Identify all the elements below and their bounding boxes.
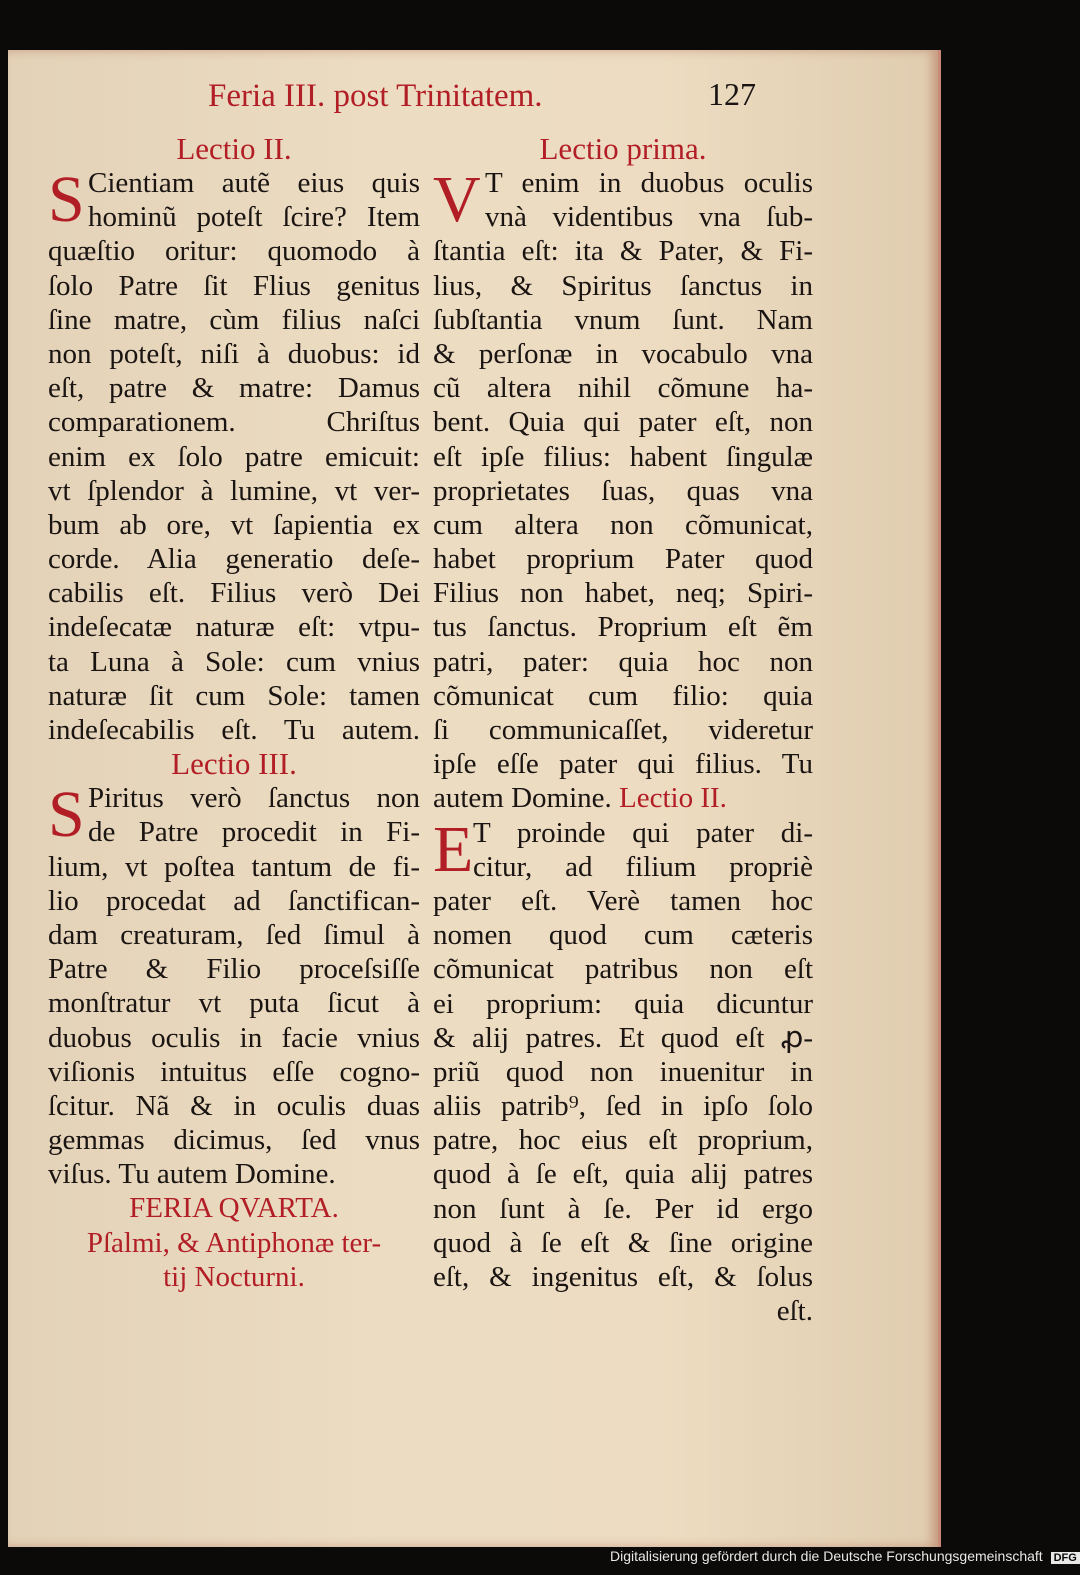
- lectio-text: [48, 163, 420, 747]
- text-line: ſubſtantia vnum ſunt. Nam: [433, 303, 813, 336]
- text-line: ſi communicaſſet, videretur: [433, 714, 813, 746]
- text-line: cũ altera nihil cõmune ha-: [433, 372, 813, 405]
- text-line-closing: [433, 781, 813, 815]
- text-line: ipſe eſſe pater qui filius. Tu: [433, 748, 813, 781]
- text-line: cõmunicat patribus non eſt: [433, 953, 813, 986]
- text-line: lium, vt poſtea tantum de fi-: [48, 850, 420, 883]
- lectio-text: [48, 778, 420, 1191]
- text-line: T proinde qui pater di-: [473, 816, 813, 849]
- text-line: ſine matre, cùm filius naſci: [48, 303, 420, 336]
- text-line: enim ex ſolo patre emicuit:: [48, 440, 420, 473]
- lectio-text: [433, 812, 813, 1329]
- rubric-feria: FERIA QVARTA.: [129, 1192, 339, 1225]
- text-line: ei proprium: quia dicuntur: [433, 987, 813, 1020]
- text-line: eſt, patre & matre: Damus: [48, 372, 420, 405]
- text-line: cõmunicat cum filio: quia: [433, 679, 813, 712]
- lectio-heading: Lectio III.: [171, 746, 297, 782]
- left-column: [48, 132, 420, 1294]
- text-line: & alij patres. Et quod eſt ꝓ-: [433, 1021, 813, 1054]
- text-line: non ſunt à ſe. Per id ergo: [433, 1192, 813, 1225]
- lectio-heading: Lectio prima.: [539, 131, 707, 166]
- text-line: de Patre procedit in Fi-: [88, 816, 420, 849]
- dfg-logo: DFG: [1051, 1552, 1080, 1564]
- text-line: quod à ſe eſt, quia alij patres: [433, 1158, 813, 1191]
- text-line: quæſtio oritur: quomodo à: [48, 235, 420, 268]
- folio-number: 127: [708, 76, 756, 112]
- text-line: & perſonæ in vocabulo vna: [433, 337, 813, 370]
- text-line: naturæ ſit cum Sole: tamen: [48, 679, 420, 712]
- running-title: Feria III. post Trinitatem.: [208, 78, 543, 114]
- text-line: lius, & Spiritus ſanctus in: [433, 269, 813, 302]
- text-line: Piritus verò ſanctus non: [88, 782, 420, 815]
- text-line: citur, ad filium propriè: [473, 850, 813, 883]
- text-line: viſus. Tu autem Domine.: [48, 1158, 336, 1191]
- text-line: T enim in duobus oculis: [485, 167, 813, 199]
- text-line: comparationem. Chriſtus: [48, 406, 420, 439]
- text-line: pater eſt. Verè tamen hoc: [433, 884, 813, 917]
- text-line: Patre & Filio proceſsiſſe: [48, 953, 420, 986]
- text-line: cum altera non cõmunicat,: [433, 508, 813, 541]
- right-column: [433, 132, 813, 1328]
- text-line: priũ quod non inuenitur in: [433, 1055, 813, 1088]
- text-line: ſtantia eſt: ita & Pater, & Fi-: [433, 235, 813, 268]
- text-line: eſt, & ingenitus eſt, & ſolus: [433, 1261, 813, 1293]
- text-line: vnà videntibus vna ſub-: [485, 201, 813, 234]
- credit-text: Digitalisierung gefördert durch die Deutsche Forschungsgemeinschaft: [610, 1548, 1043, 1564]
- text-line: monſtratur vt puta ſicut à: [48, 987, 420, 1020]
- text-line: cabilis eſt. Filius verò Dei: [48, 577, 420, 610]
- text-line: viſionis intuitus eſſe cogno-: [48, 1055, 420, 1088]
- text-line: gemmas dicimus, ſed vnus: [48, 1124, 420, 1157]
- text-line: duobus oculis in facie vnius: [48, 1021, 420, 1054]
- text-line: bent. Quia qui pater eſt, non: [433, 406, 813, 439]
- text-line: nomen quod cum cæteris: [433, 919, 813, 952]
- digitization-credit: [610, 1548, 1077, 1564]
- book-page: [8, 50, 941, 1547]
- drop-cap: S: [48, 778, 85, 852]
- text-line: tus ſanctus. Proprium eſt ẽm: [433, 611, 813, 644]
- text-line: patri, pater: quia hoc non: [433, 645, 813, 678]
- text-line: Cientiam autẽ eius quis: [88, 167, 420, 199]
- text-line: hominũ poteſt ſcire? Item: [88, 201, 420, 234]
- lectio-text: [433, 163, 813, 816]
- text-line: proprietates ſuas, quas vna: [433, 474, 813, 507]
- drop-cap: E: [433, 812, 474, 886]
- text-line: corde. Alia generatio deſe-: [48, 543, 420, 576]
- drop-cap: S: [48, 163, 85, 236]
- closing-text: autem Domine.: [433, 782, 612, 815]
- text-line: vt ſplendor à lumine, vt ver-: [48, 474, 420, 507]
- text-line: Filius non habet, neq; Spiri-: [433, 577, 813, 610]
- text-line: lio procedat ad ſanctifican-: [48, 884, 420, 917]
- text-line: dam creaturam, ſed ſimul à: [48, 918, 420, 951]
- text-line: eſt.: [776, 1295, 813, 1328]
- text-line: eſt ipſe filius: habent ſingulæ: [433, 440, 813, 473]
- rubric-psalmi: Pſalmi, & Antiphonæ ter-: [86, 1226, 382, 1259]
- drop-cap: V: [433, 163, 481, 236]
- text-line: ſcitur. Nã & in oculis duas: [48, 1089, 420, 1122]
- text-line: ſolo Patre ſit Flius genitus: [48, 269, 420, 302]
- text-line: non poteſt, niſi à duobus: id: [48, 337, 420, 370]
- text-line: aliis patrib⁹, ſed in ipſo ſolo: [433, 1090, 813, 1123]
- text-line: habet proprium Pater quod: [433, 543, 813, 576]
- text-line: ta Luna à Sole: cum vnius: [48, 645, 420, 678]
- lectio-heading: Lectio II.: [176, 131, 292, 166]
- text-line: patre, hoc eius eſt proprium,: [433, 1124, 813, 1157]
- text-line: quod à ſe eſt & ſine origine: [433, 1226, 813, 1259]
- rubric-nocturni: tij Nocturni.: [163, 1260, 305, 1293]
- text-line: indeſecatæ naturæ eſt: vtpu-: [48, 611, 420, 644]
- lectio-heading: Lectio II.: [619, 782, 727, 815]
- text-line: indeſecabilis eſt. Tu autem.: [48, 714, 420, 746]
- text-line: bum ab ore, vt ſapientia ex: [48, 508, 420, 541]
